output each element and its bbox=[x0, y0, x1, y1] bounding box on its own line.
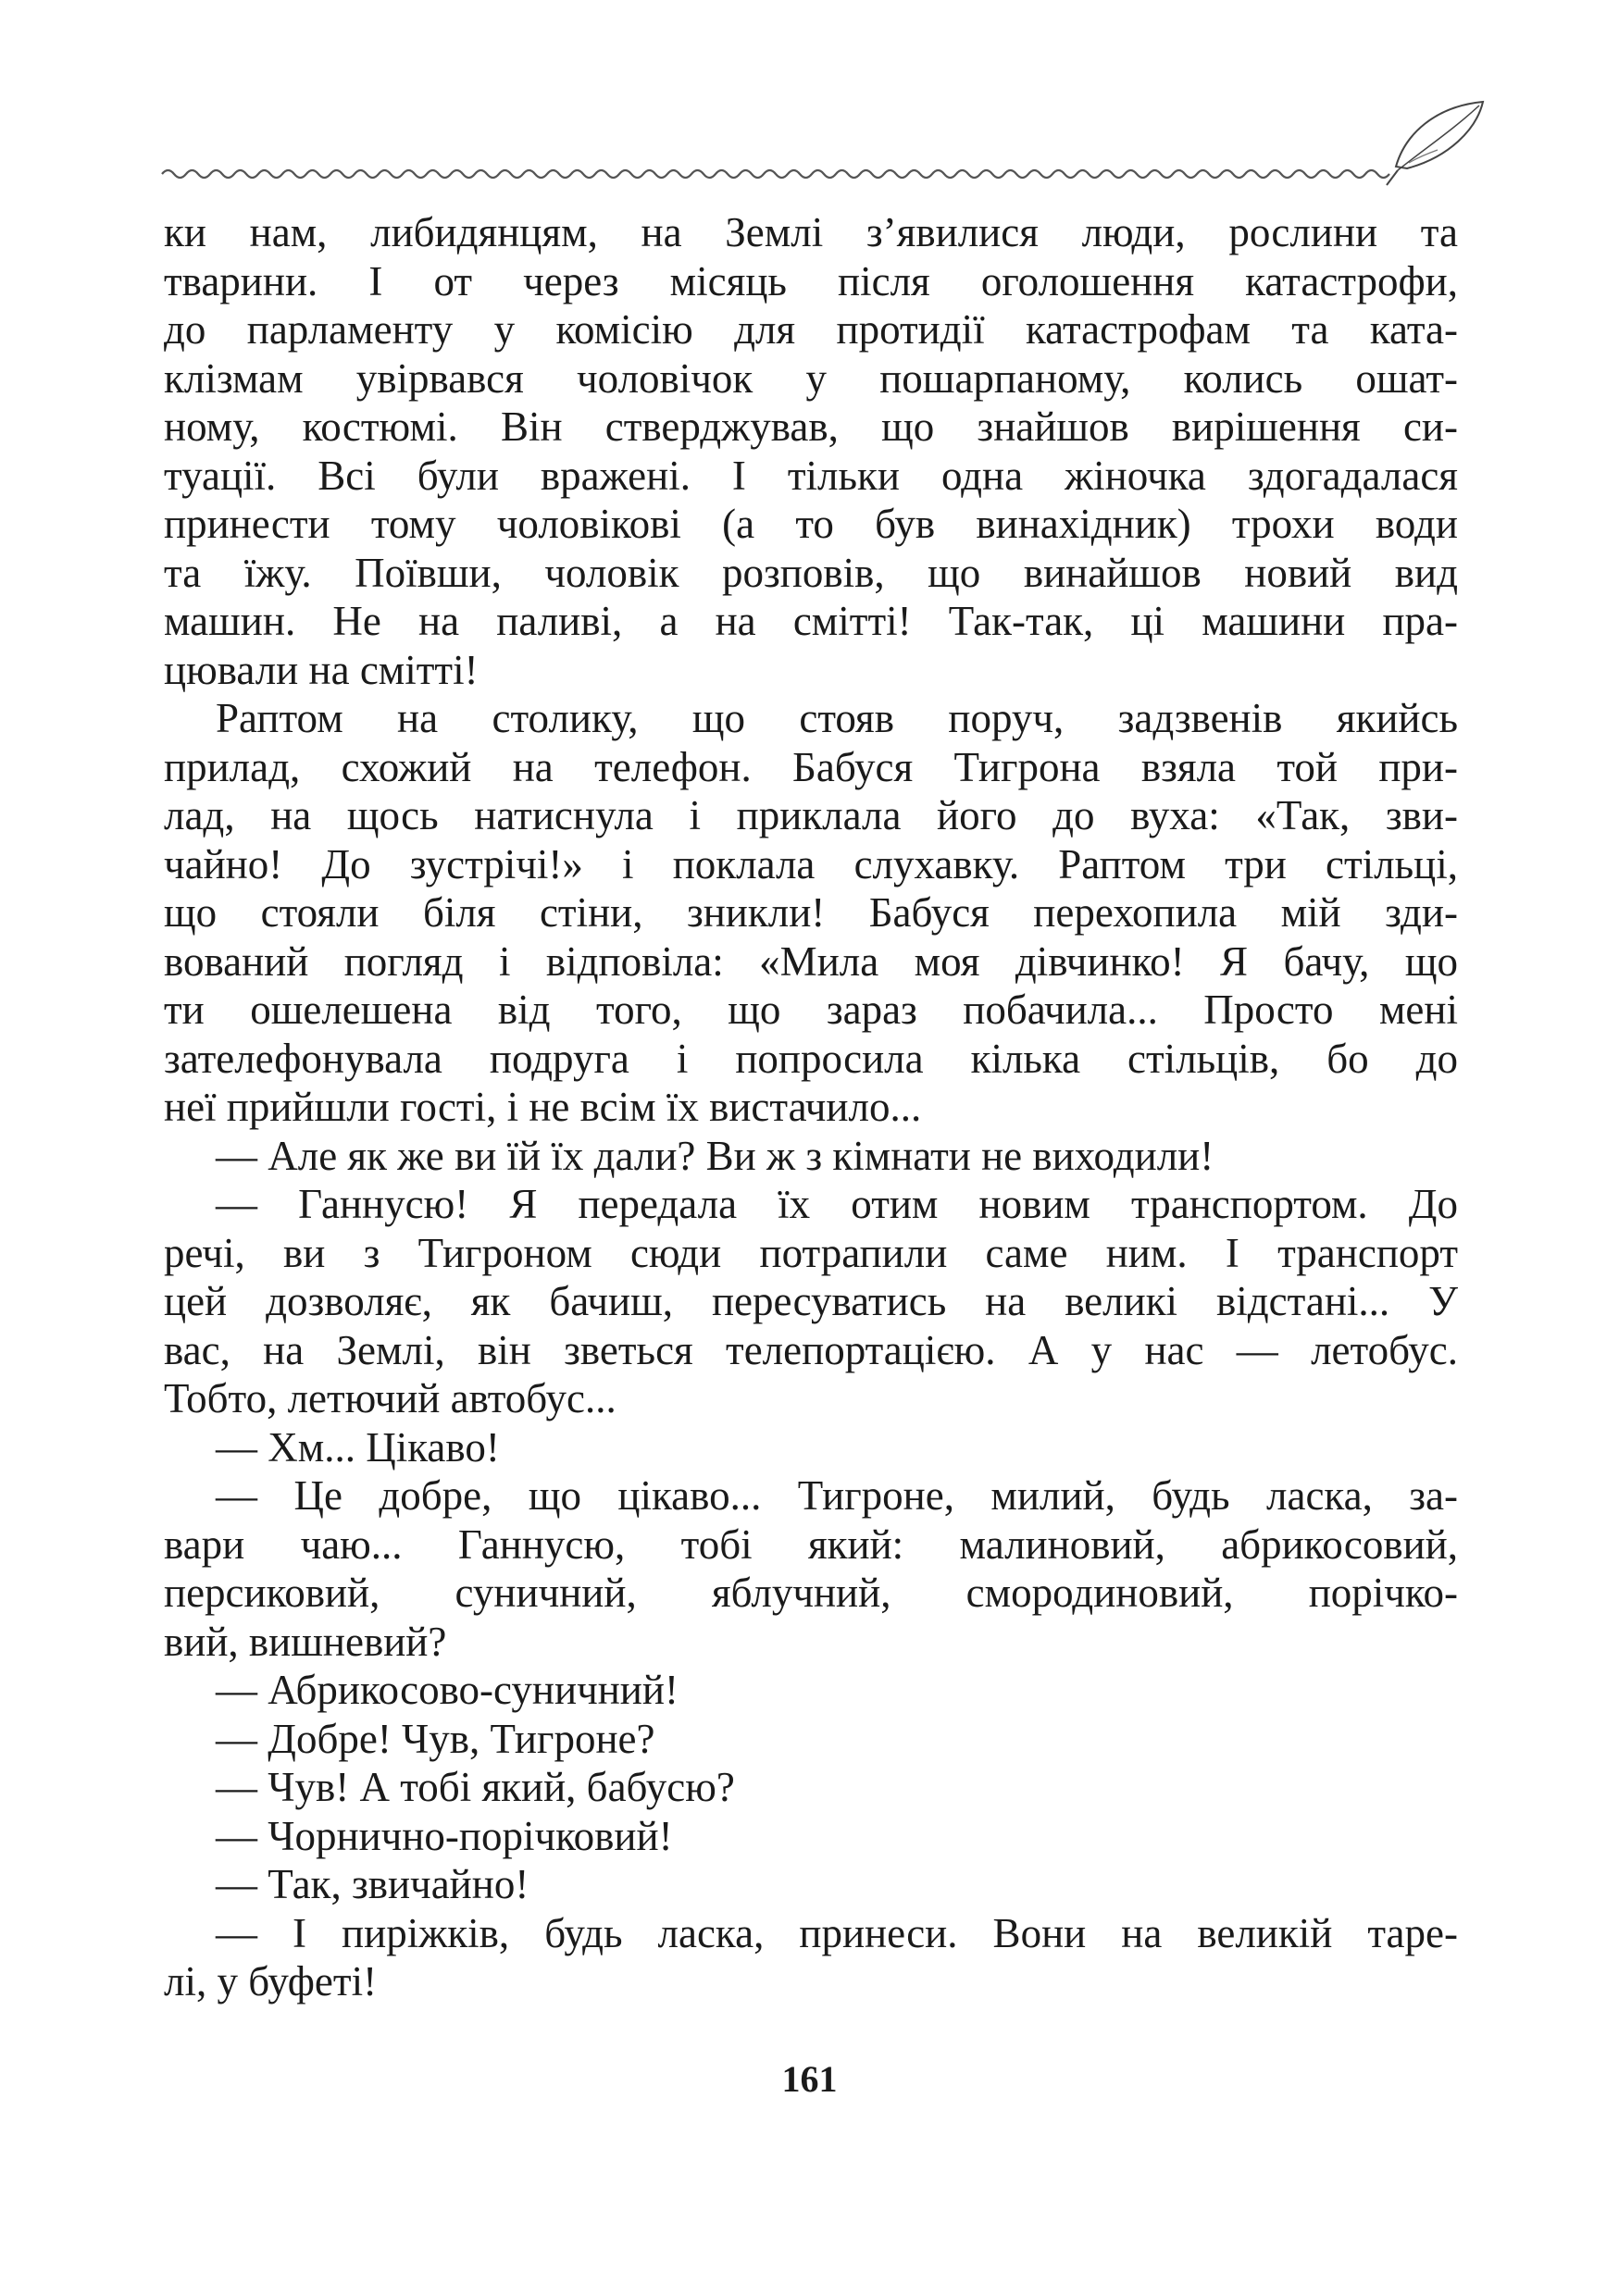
text-line: вас, на Землі, він зветься телепортацією. А у нас — летобус. bbox=[164, 1326, 1458, 1373]
dialogue-line: — Добре! Чув, Тигроне? bbox=[216, 1715, 655, 1762]
dialogue-line: — Хм... Цікаво! bbox=[216, 1423, 500, 1471]
text-line: цювали на смітті! bbox=[164, 646, 479, 693]
text-line: Раптом на столику, що стояв поруч, задзвенів якийсь bbox=[216, 695, 1458, 741]
text-line: речі, ви з Тигроном сюди потрапили саме ним. І транспорт bbox=[164, 1229, 1458, 1276]
text-line: до парламенту у комісію для протидії катастрофам та ката- bbox=[164, 306, 1458, 353]
dialogue-line: — Це добре, що цікаво... Тигроне, милий, будь ласка, за- bbox=[216, 1472, 1458, 1519]
text-line: вований погляд і відповіла: «Мила моя дівчинко! Я бачу, що bbox=[164, 937, 1458, 985]
page-number: 161 bbox=[781, 2058, 838, 2100]
text-line: неї прийшли гості, і не всім їх вистачило... bbox=[164, 1084, 922, 1130]
quill-icon bbox=[1387, 102, 1483, 185]
dialogue-line: — Так, звичайно! bbox=[216, 1861, 529, 1907]
text-line: ти ошелешена від того, що зараз побачила... Просто мені bbox=[164, 987, 1458, 1033]
text-line: вари чаю... Ганнусю, тобі який: малиновий, абрикосовий, bbox=[164, 1520, 1458, 1568]
text-line: зателефонувала подруга і попросила кілька стільців, бо до bbox=[164, 1035, 1458, 1082]
text-line: клізмам увірвався чоловічок у пошарпаному, колись ошат- bbox=[164, 354, 1458, 402]
body-text bbox=[164, 208, 1458, 2006]
text-line: персиковий, суничний, яблучний, смородиновий, порічко- bbox=[164, 1570, 1458, 1616]
text-line: що стояли біля стіни, зникли! Бабуся перехопила мій зди- bbox=[164, 889, 1458, 936]
text-line: та їжу. Поївши, чоловік розповів, що винайшов новий вид bbox=[164, 549, 1458, 596]
wavy-line-with-quill-icon bbox=[157, 93, 1490, 194]
text-line: цей дозволяє, як бачиш, пересуватись на великі відстані... У bbox=[164, 1278, 1458, 1324]
dialogue-line: — Чорнично-порічковий! bbox=[216, 1812, 673, 1859]
dialogue-line: — Абрикосово-суничний! bbox=[216, 1667, 679, 1713]
text-line: принести тому чоловікові (а то був винахідник) трохи води bbox=[164, 501, 1458, 547]
text-line: тварини. І от через місяць після оголошення катастрофи, bbox=[164, 257, 1458, 304]
text-line: лі, у буфеті! bbox=[164, 1958, 378, 2004]
dialogue-line: — Ганнусю! Я передала їх отим новим транспортом. До bbox=[216, 1181, 1458, 1227]
text-line: чайно! До зустрічі!» і поклала слухавку. Раптом три стільці, bbox=[164, 840, 1458, 887]
text-line: туації. Всі були вражені. І тільки одна жіночка здогадалася bbox=[164, 452, 1458, 499]
dialogue-line: — Чув! А тобі який, бабусю? bbox=[216, 1764, 735, 1810]
text-line: вий, вишневий? bbox=[164, 1618, 447, 1665]
dialogue-line: — Але як же ви їй їх дали? Ви ж з кімнати не виходили! bbox=[216, 1132, 1214, 1179]
text-line: ки нам, либидянцям, на Землі з’явилися люди, рослини та bbox=[164, 209, 1458, 255]
dialogue-line: — І пиріжків, будь ласка, принеси. Вони на великій таре- bbox=[216, 1909, 1458, 1956]
text-line: лад, на щось натиснула і приклала його до вуха: «Так, зви- bbox=[164, 792, 1458, 838]
text-line: машин. Не на паливі, а на смітті! Так-так, ці машини пра- bbox=[164, 598, 1458, 644]
text-line: ному, костюмі. Він стверджував, що знайшов вирішення си- bbox=[164, 403, 1458, 450]
text-line: Тобто, летючий автобус... bbox=[164, 1375, 616, 1421]
text-line: прилад, схожий на телефон. Бабуся Тигрона взяла той при- bbox=[164, 743, 1458, 790]
